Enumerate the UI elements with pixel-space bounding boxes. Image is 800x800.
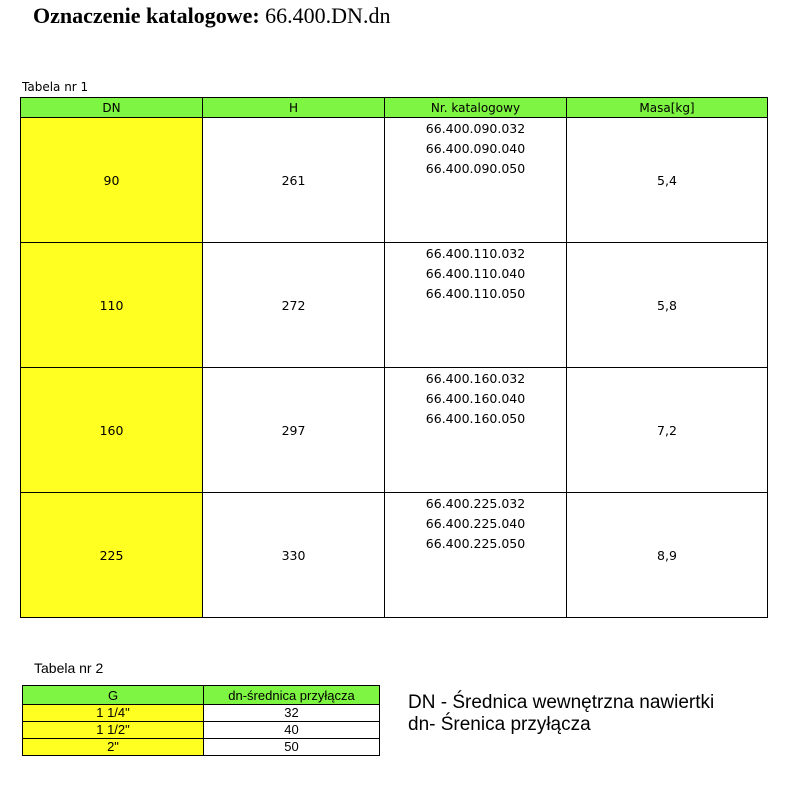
table-header-row — [23, 686, 380, 705]
catalog-number: 66.400.090.032 — [425, 121, 526, 136]
catalog-number: 66.400.160.040 — [425, 391, 526, 406]
cell-catalog — [385, 118, 567, 243]
cell-catalog — [385, 493, 567, 618]
catalog-number: 66.400.225.040 — [425, 516, 526, 531]
connection-table — [22, 685, 380, 756]
cell-dn: 32 — [204, 705, 380, 722]
cell-dn: 50 — [204, 739, 380, 756]
cell-mass: 5,4 — [567, 118, 768, 243]
table-row — [21, 493, 768, 618]
cell-dn: 160 — [21, 368, 203, 493]
table2-caption: Tabela nr 2 — [34, 660, 104, 676]
page-heading — [33, 3, 390, 29]
cell-dn: 40 — [204, 722, 380, 739]
cell-mass: 8,9 — [567, 493, 768, 618]
header-g: G — [23, 686, 204, 705]
cell-h: 272 — [203, 243, 385, 368]
table-row — [23, 739, 380, 756]
catalog-number: 66.400.225.032 — [425, 496, 526, 511]
table-row — [21, 368, 768, 493]
catalog-number: 66.400.090.050 — [425, 161, 526, 176]
header-dn: DN — [21, 98, 203, 118]
cell-h: 297 — [203, 368, 385, 493]
header-h: H — [203, 98, 385, 118]
legend-line: dn- Śrenica przyłącza — [408, 714, 591, 735]
catalog-number: 66.400.160.050 — [425, 411, 526, 426]
cell-h: 261 — [203, 118, 385, 243]
cell-dn: 90 — [21, 118, 203, 243]
legend — [408, 692, 714, 736]
header-connection-diameter: dn-średnica przyłącza — [204, 686, 380, 705]
legend-line: DN - Średnica wewnętrzna nawiertki — [408, 692, 715, 713]
table-row — [23, 722, 380, 739]
header-mass: Masa[kg] — [567, 98, 768, 118]
header-catalog-number: Nr. katalogowy — [385, 98, 567, 118]
cell-g: 2" — [23, 739, 204, 756]
cell-catalog — [385, 243, 567, 368]
cell-g: 1 1/2" — [23, 722, 204, 739]
catalog-number: 66.400.160.032 — [425, 371, 526, 386]
cell-mass: 7,2 — [567, 368, 768, 493]
catalog-number: 66.400.110.050 — [425, 286, 526, 301]
table-row — [23, 705, 380, 722]
cell-g: 1 1/4" — [23, 705, 204, 722]
table-header-row — [21, 98, 768, 118]
catalog-number: 66.400.110.032 — [425, 246, 526, 261]
catalog-number: 66.400.110.040 — [425, 266, 526, 281]
cell-dn: 110 — [21, 243, 203, 368]
catalog-table — [20, 97, 768, 618]
cell-catalog — [385, 368, 567, 493]
table1-caption: Tabela nr 1 — [22, 80, 89, 94]
heading-value: 66.400.DN.dn — [265, 3, 391, 28]
cell-dn: 225 — [21, 493, 203, 618]
heading-label: Oznaczenie katalogowe: — [33, 3, 260, 28]
catalog-number: 66.400.225.050 — [425, 536, 526, 551]
table-row — [21, 243, 768, 368]
catalog-number: 66.400.090.040 — [425, 141, 526, 156]
cell-h: 330 — [203, 493, 385, 618]
cell-mass: 5,8 — [567, 243, 768, 368]
table-row — [21, 118, 768, 243]
